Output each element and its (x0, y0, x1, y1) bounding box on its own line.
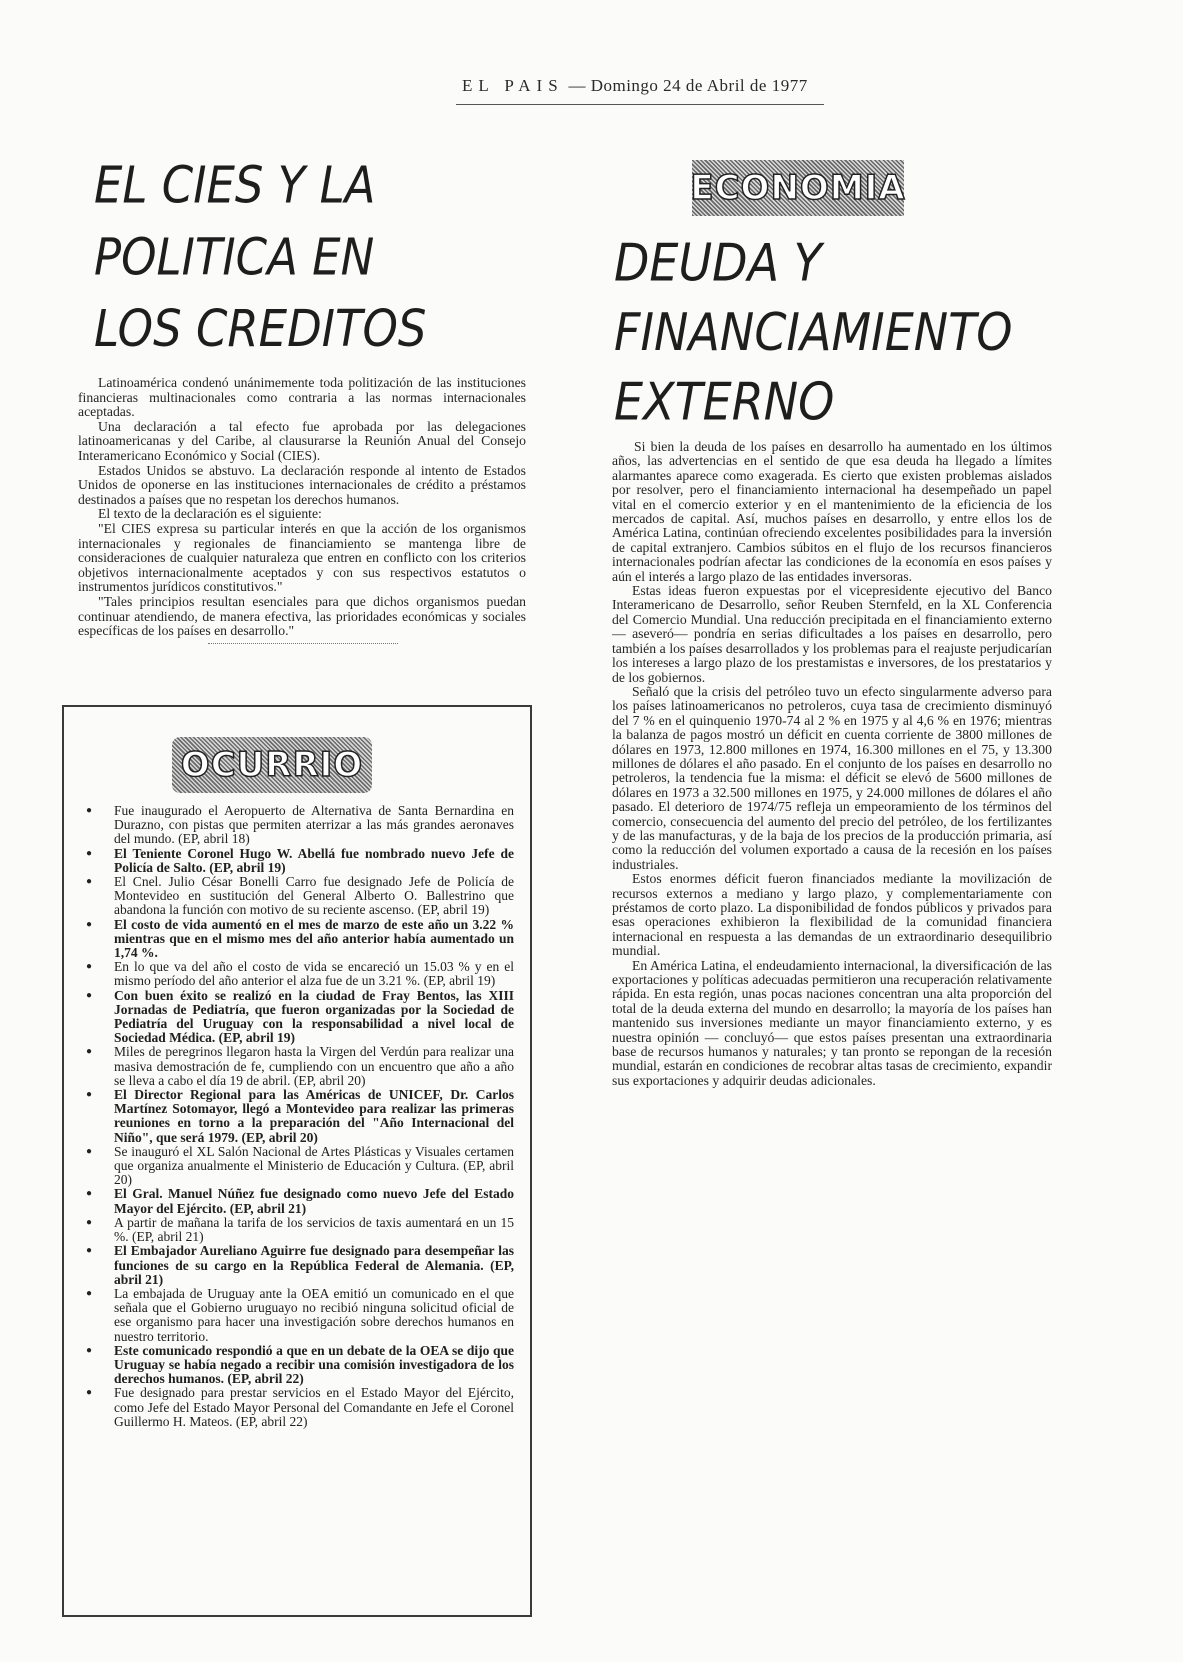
paragraph: Estos enormes déficit fueron financiados mediante la movilización de recursos externos a mediano y largo plazo, y complementariamente con préstamos de corto plazo. La disponibilidad de fondos públicos y privados para esas operaciones exhibieron la flexibilidad de la comunidad financiera internacional en respuesta a las demandas de un extraordinario desequilibrio mundial. (612, 871, 1052, 959)
news-brief-item: ● Se inauguró el XL Salón Nacional de Artes Plásticas y Visuales certamen que organiza anualmente el Ministerio de Educación y Cultura. (EP, abril 20) (84, 1145, 514, 1188)
article-deuda-headline (614, 228, 1052, 436)
news-brief-item: ● La embajada de Uruguay ante la OEA emitió un comunicado en el que señala que el Gobierno uruguayo no recibió ninguna solicitud oficial de ese organismo para hacer una investigación sobre derechos humanos en nuestro territorio. (84, 1287, 514, 1344)
news-brief-item: ● Miles de peregrinos llegaron hasta la Virgen del Verdún para realizar una masiva demostración de fe, cumpliendo con un encuentro que año a año se lleva a cabo el día 19 de abril. (EP, abril 20) (84, 1045, 514, 1088)
paragraph: Estas ideas fueron expuestas por el vicepresidente ejecutivo del Banco Interamericano de Desarrollo, señor Reuben Sternfeld, en la XL Conferencia del Comercio Mundial. Una reducción precipitada en el financiamiento externo — aseveró— pondría en serias dificultades a los países en desarrollo, pero también a los países desarrollados y los problemas para el reajuste perjudicarían los intereses a largo plazo de los prestamistas e inversores, de los prestatarios y de los gobiernos. (612, 583, 1052, 685)
article-deuda-body (612, 440, 1052, 1088)
news-brief-item: ● Con buen éxito se realizó en la ciudad de Fray Bentos, las XIII Jornadas de Pediatría, que fueron organizadas por la Sociedad de Pediatría del Uruguay con la responsabilidad a nivel local de Sociedad Médica. (EP, abril 19) (84, 989, 514, 1046)
headline-line: LOS CREDITOS (94, 298, 427, 359)
headline-line: POLITICA EN (94, 227, 375, 287)
newspaper-name: EL PAIS (462, 76, 564, 95)
news-brief-item: ● El Embajador Aureliano Aguirre fue designado para desempeñar las funciones de su cargo en la República Federal de Alemania. (EP, abril 21) (84, 1244, 514, 1287)
paragraph: En América Latina, el endeudamiento internacional, la diversificación de las exportaciones y políticas adecuadas permitieron una recuperación relativamente rápida. En esta región, unas pocas naciones concentran una alta proporción del total de la deuda externa del mundo en desarrollo; la mayoría de los países han mantenido sus inversiones mediante un mayor financiamiento externo, y es nuestra opinión — concluyó— que estos países presentan una extraordinaria base de recursos humanos y naturales; y tan pronto se repongan de la recesión mundial, estarán en condiciones de recobrar altas tasas de crecimiento, expandir sus exportaciones y adquirir deudas adicionales. (612, 957, 1052, 1088)
paragraph: Estados Unidos se abstuvo. La declaración responde al intento de Estados Unidos de oponerse en las instituciones internacionales de crédito a préstamos destinados a países que no respetan los derechos humanos. (78, 462, 526, 507)
news-brief-item: ● A partir de mañana la tarifa de los servicios de taxis aumentará en un 15 %. (EP, abril 21) (84, 1216, 514, 1244)
ocurrio-box (62, 705, 532, 1617)
issue-date: Domingo 24 de Abril de 1977 (590, 76, 808, 95)
article-end-rule (208, 643, 398, 644)
article-cies-headline (94, 150, 526, 365)
ocurrio-title: OCURRIO (180, 745, 364, 785)
economia-title: ECONOMIA (690, 168, 906, 208)
news-briefs-list (84, 804, 514, 1429)
headline-line: EXTERNO (614, 371, 835, 432)
header-separator: — (568, 76, 586, 95)
paragraph: El texto de la declaración es el siguiente: (98, 506, 322, 522)
news-brief-item: ● Este comunicado respondió a que en un debate de la OEA se dijo que Uruguay se había negado a recibir una comisión investigadora de los derechos humanos. (EP, abril 22) (84, 1344, 514, 1387)
paragraph: Una declaración a tal efecto fue aprobada por las delegaciones latinoamericanas y del Caribe, al clausurarse la Reunión Anual del Consejo Interamericano Económico y Social (CIES). (78, 418, 526, 463)
news-brief-item: ● En lo que va del año el costo de vida se encareció un 15.03 % y en el mismo período del año anterior el alza fue de un 3.21 %. (EP, abril 19) (84, 960, 514, 988)
paragraph: Latinoamérica condenó unánimemente toda politización de las instituciones financieras multinacionales como contraria a las normas internacionales aceptadas. (78, 375, 526, 420)
paragraph: Señaló que la crisis del petróleo tuvo un efecto singularmente adverso para los países latinoamericanos no petroleros, cuya tasa de crecimiento disminuyó del 7 % en el quinquenio 1970-74 al 2 % en 1975 y al 4,6 % en 1976; mientras la balanza de pagos mostró un déficit en cuenta corriente de 3800 millones de dólares en 1973, 12.800 millones en 1974, 16.300 millones en el 75, y 13.300 millones de dólares el año pasado. En el conjunto de los países en desarrollo no petroleros, la tendencia fue la misma: el déficit se elevó de 5600 millones de dólares en 1973 a 32.500 millones en 1975, y 24.000 millones de dólares el año pasado. El deterioro de 1974/75 refleja un empeoramiento de los términos del comercio, consecuencia del aumento del precio del petróleo, de los fertilizantes y de las manufacturas, y de la baja de los precios de la producción primaria, así como la reducción del volumen exportado a causa de la recesión en los países industriales. (612, 683, 1052, 872)
headline-line: EL CIES Y LA (94, 155, 376, 215)
header-rule (456, 104, 824, 105)
news-brief-item: ● El Cnel. Julio César Bonelli Carro fue designado Jefe de Policía de Montevideo en sustitución del General Alberto O. Ballestrino que abandona la función con motivo de su reciente ascenso. (EP, abril 19) (84, 875, 514, 918)
paragraph: "El CIES expresa su particular interés en que la acción de los organismos internacionales y regionales de financiamiento se mantenga libre de consideraciones de cualquier naturaleza que entren en conflicto con los criterios objetivos internacionalmente aceptados y con sus respectivos estatutos o instrumentos jurídicos constitutivos." (78, 520, 526, 595)
news-brief-item: ● El costo de vida aumentó en el mes de marzo de este año un 3.22 % mientras que en el mismo mes del año anterior había aumentado un 1,74 %. (84, 918, 514, 961)
paragraph: "Tales principios resultan esenciales para que dichos organismos puedan continuar atendiendo, de manera efectiva, las prioridades económicas y sociales específicas de los países en desarrollo." (78, 593, 526, 639)
paragraph: Si bien la deuda de los países en desarrollo ha aumentado en los últimos años, las advertencias en el sentido de que esa deuda ha llegado a límites alarmantes aparece como exagerada. Es cierto que existen problemas aislados por resolver, pero el financiamiento internacional ha desempeñado un papel vital en el comercio exterior y en el mantenimiento de la eficiencia de los mercados de capital. Así, muchos países en desarrollo, y entre ellos los de América Latina, continúan ofreciendo excelentes posibilidades para la inversión de capital extranjero. Cambios súbitos en el flujo de los recursos financieros internacionales podrían afectar las condiciones de la economía en esos países y aún el interés a largo plazo de las entidades inversoras. (612, 439, 1052, 584)
ocurrio-stamp (172, 737, 372, 793)
news-brief-item: ● Fue inaugurado el Aeropuerto de Alternativa de Santa Bernardina en Durazno, con pistas que permiten aterrizar a las más grandes aeronaves del mundo. (EP, abril 18) (84, 804, 514, 847)
economia-stamp (692, 160, 904, 216)
news-brief-item: ● El Teniente Coronel Hugo W. Abellá fue nombrado nuevo Jefe de Policía de Salto. (EP, abril 19) (84, 847, 514, 875)
newspaper-header (462, 76, 808, 96)
news-brief-item: ● El Director Regional para las Américas de UNICEF, Dr. Carlos Martínez Sotomayor, llegó a Montevideo para realizar las primeras reuniones en torno a la preparación del "Año Internacional del Niño", que será 1979. (EP, abril 20) (84, 1088, 514, 1145)
news-brief-item: ● El Gral. Manuel Núñez fue designado como nuevo Jefe del Estado Mayor del Ejército. (EP, abril 21) (84, 1187, 514, 1215)
article-cies-body (78, 376, 526, 639)
news-brief-item: ● Fue designado para prestar servicios en el Estado Mayor del Ejército, como Jefe del Estado Mayor Personal del Comandante en Jefe el Coronel Guillermo H. Mateos. (EP, abril 22) (84, 1386, 514, 1429)
article-deuda (612, 160, 1052, 1088)
article-cies (78, 150, 526, 644)
headline-line: FINANCIAMIENTO (614, 301, 1013, 363)
headline-line: DEUDA Y (614, 232, 822, 293)
